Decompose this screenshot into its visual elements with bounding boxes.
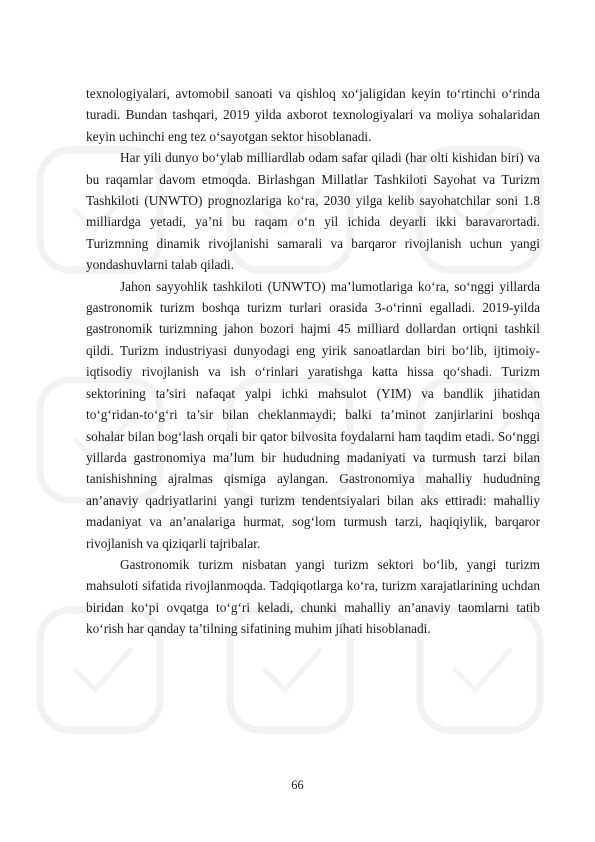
paragraph-2: Har yili dunyo bo‘ylab milliardlab odam safar qiladi (har olti kishidan biri) va bu raqamlar davom etmoqda. Birlashgan Millatlar Tashkiloti Sayohat va Turizm Tashkiloti (UNWTO) prognozlariga ko‘ra, 2030 yilga kelib sayohatchilar soni 1.8 milliardga yetadi, ya’ni bu raqam o‘n yil ichida deyarli ikki baravarortadi. Turizmning dinamik rivojlanishi samarali va barqaror rivojlanish uchun yangi yondashuvlarni talab qiladi. — [86, 150, 540, 273]
paragraph-3: Jahon sayyohlik tashkiloti (UNWTO) ma’lumotlariga ko‘ra, so‘nggi yillarda gastronomik turizm boshqa turizm turlari orasida 3-o‘rinni egalladi. 2019-yilda gastronomik turizmning jahon bozori hajmi 45 milliard dollardan ortiqni tashkil qildi. Turizm industriyasi dunyodagi eng yirik sanoatlardan biri bo‘lib, ijtimoiy-iqtisodiy rivojlanish va ish o‘rinlari yaratishga katta hissa qo‘shadi. Turizm sektorining ta’siri nafaqat yalpi ichki mahsulot (YIM) va bandlik jihatidan to‘g‘ridan-to‘g‘ri ta’sir bilan cheklanmaydi; balki ta’minot zanjirlarini boshqa sohalar bilan bog‘lash orqali bir qator bilvosita foydalarni ham taqdim etadi. So‘nggi yillarda gastronomiya ma’lum bir hududning madaniyati va turmush tarzi bilan tanishishning ajralmas qismiga aylangan. Gastronomiya mahalliy hududning an’anaviy qadriyatlarini yangi turizm tendentsiyalari bilan aks ettiradi: mahalliy madaniyat va an’analariga hurmat, sog‘lom turmush tarzi, haqiqiylik, barqaror rivojlanish va qiziqarli tajribalar. — [86, 278, 540, 551]
document-body — [86, 83, 540, 640]
paragraph-1: texnologiyalari, avtomobil sanoati va qishloq xo‘jaligidan keyin to‘rtinchi o‘rinda turadi. Bundan tashqari, 2019 yilda axborot texnologiyalari va moliya sohalaridan keyin uchinchi eng tez o‘sayotgan sektor hisoblanadi. — [86, 86, 540, 144]
page-number: 66 — [291, 778, 304, 792]
paragraph-4: Gastronomik turizm nisbatan yangi turizm sektori bo‘lib, yangi turizm mahsuloti sifatida rivojlanmoqda. Tadqiqotlarga ko‘ra, turizm xarajatlarining uchdan biridan ko‘pi ovqatga to‘g‘ri keladi, chunki mahalliy an’anaviy taomlarni tatib ko‘rish har qanday ta’tilning sifatining muhim jihati hisoblanadi. — [86, 556, 540, 637]
